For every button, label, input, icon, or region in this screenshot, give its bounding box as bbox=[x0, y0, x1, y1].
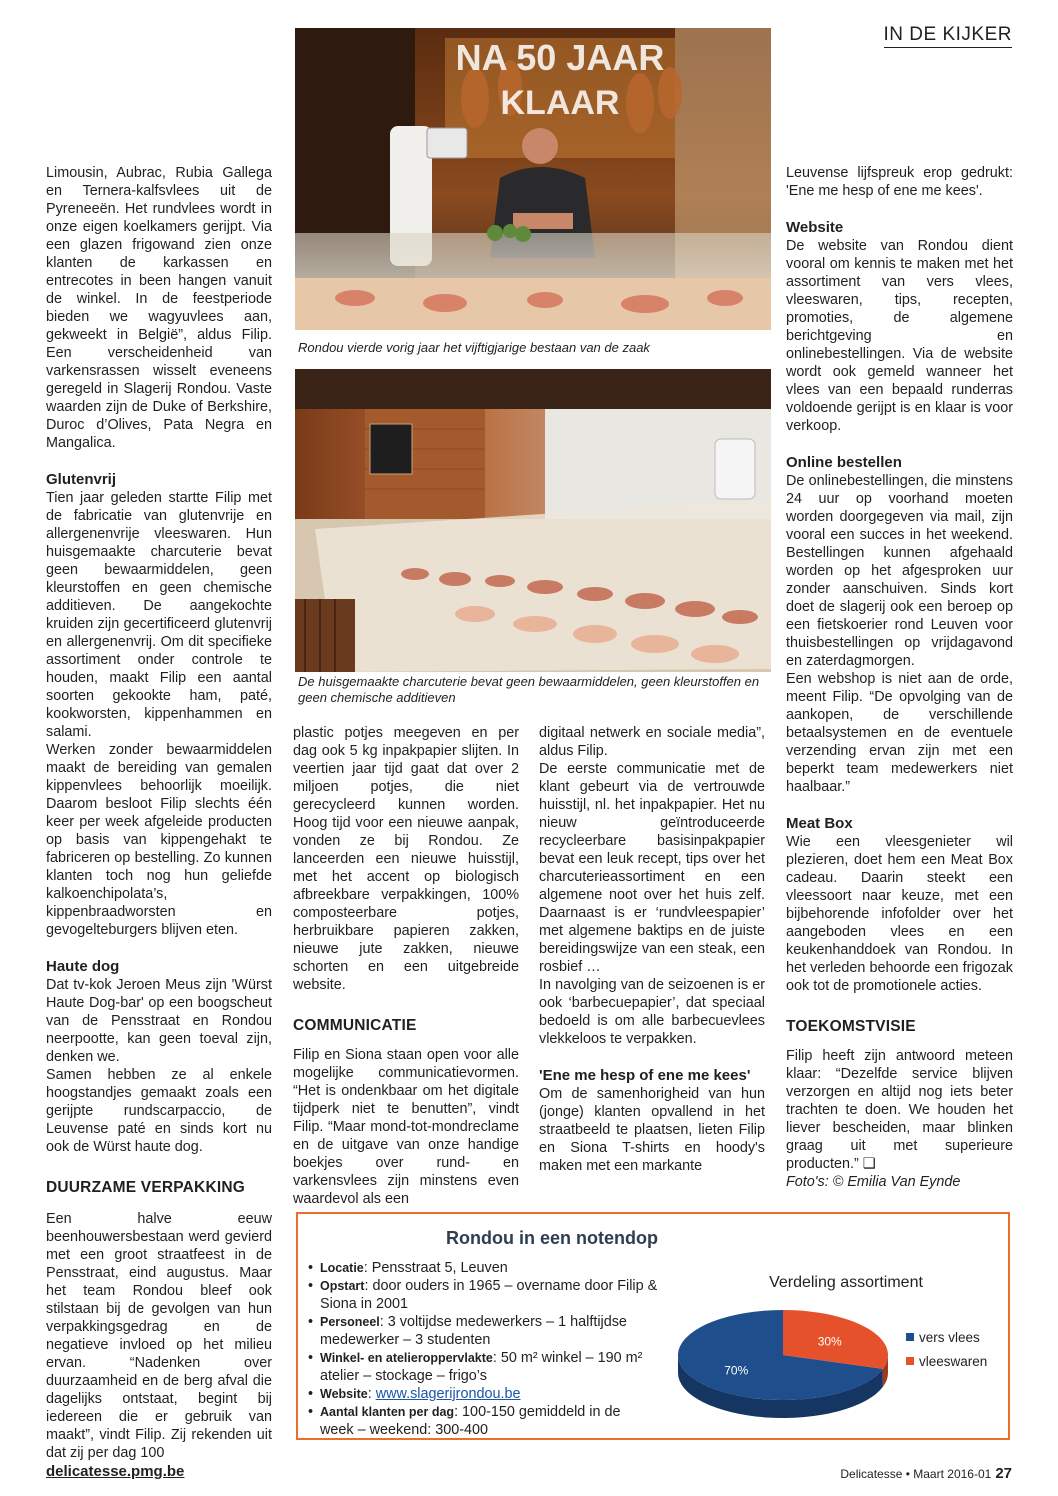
website-link[interactable]: www.slagerijrondou.be bbox=[375, 1386, 521, 1402]
info-box-title: Rondou in een notendop bbox=[446, 1228, 658, 1248]
website-paragraph: De website van Rondou dient vooral om kennis te maken met het assortiment van vers vlees, vleeswaren, tips, recepten, promoties, de algemene berichtgeving en onlinebestellingen. Via de website wordt ook gemeld wanneer het vlees van een bepaald runderras voldoende gerijpt is en klaar is voor verkoop. bbox=[786, 238, 1013, 434]
communicatie-paragraph-3: In navolging van de seizoenen is er ook ‘barbecuepapier’, dat speciaal bedoeld is om alle barbecuevlees vlekkeloos te verpakken. bbox=[539, 977, 765, 1047]
fact-value: : 50 m² winkel – 190 m² atelier – stockage – frigo’s bbox=[320, 1350, 643, 1384]
verpakking-paragraph: Een halve eeuw beenhouwersbestaan werd gevierd met een groot straatfeest in de Pensstraat, eind augustus. Maar het team Rondou bleef ook stilstaan bij de gevolgen van hun verpakkingsgedrag en de negatieve invloed op het milieu ervan. “Nadenken over duurzaamheid en de berg afval die dagelijks ontstaat, begint bij iedereen die er gebruik van maakt”, vindt Filip. Zij rekenden uit dat zij per dag 100 bbox=[46, 1211, 272, 1461]
intro-paragraph: Limousin, Aubrac, Rubia Gallega en Ternera-kalfsvlees uit de Pyreneeën. Het rundvlees wordt in onze eigen koelkamers gerijpt. Via een glazen frigowand zien onze klanten de karkassen en entrecotes in been hangen vanuit de winkel. In de feestperiode bieden we wagyuvlees aan, gekweekt in België”, aldus Filip. Een verscheidenheid van varkensrassen wisselt eveneens geregeld in Slagerij Rondou. Vaste waarden zijn de Duke of Berkshire, Duroc d’Olives, Pata Negra en Mangalica. bbox=[46, 165, 272, 451]
toekomst-text: Filip heeft zijn antwoord meteen klaar: “Dezelfde service blijven verzorgen en altijd nog iets beter trachten te doen. We houden het liever bescheiden, maar blinken graag uit met superieure producten.” bbox=[786, 1048, 1013, 1172]
online-paragraph-1: De onlinebestellingen, die minstens 24 uur op voorhand moeten worden doorgegeven via mail, zijn vooral een succes in het weekend. Bestellingen kunnen afgehaald worden op het afgesproken uur zonder aanschuiven. Sinds kort doet de slagerij ook een beroep op een fietskoerier rond Leuven voor thuisbestellingen op vrijdagavond en zaterdagmorgen. bbox=[786, 473, 1013, 669]
legend-item-vers-vlees bbox=[906, 1326, 987, 1350]
heading-duurzame-verpakking: DUURZAME VERPAKKING bbox=[46, 1179, 245, 1196]
pie-chart bbox=[673, 1300, 903, 1430]
legend-label: vers vlees bbox=[919, 1330, 980, 1345]
legend-swatch bbox=[906, 1357, 914, 1365]
heading-glutenvrij: Glutenvrij bbox=[46, 471, 117, 488]
chart-title: Verdeling assortiment bbox=[769, 1274, 923, 1291]
butcher-photo-graphic bbox=[295, 28, 771, 330]
heading-communicatie: COMMUNICATIE bbox=[293, 1017, 417, 1034]
end-mark-icon: ❑ bbox=[862, 1156, 876, 1172]
fact-value: : 100-150 gemiddeld in de week – weekend: 300-400 bbox=[320, 1404, 621, 1438]
legend-item-vleeswaren bbox=[906, 1350, 987, 1374]
facts-list bbox=[308, 1259, 658, 1439]
footer-issue bbox=[840, 1465, 1012, 1482]
section-label: IN DE KIJKER bbox=[884, 24, 1012, 48]
fact-value: : Pensstraat 5, Leuven bbox=[363, 1260, 508, 1276]
pie-data-label: 30% bbox=[817, 1334, 842, 1349]
footer-issue-text: Delicatesse • Maart 2016-01 bbox=[840, 1467, 992, 1481]
online-paragraph-2: Een webshop is niet aan de orde, meent Filip. “De opvolging van de aankopen, de verschillende betaalsystemen en de eventuele verzending ervan zijn met een beperkt team medewerkers niet haalbaar.” bbox=[786, 671, 1013, 795]
butcher-photo bbox=[295, 28, 771, 330]
column-4 bbox=[786, 164, 1013, 1191]
fact-label: Winkel- en atelieroppervlakte bbox=[320, 1351, 493, 1365]
info-box bbox=[296, 1212, 1010, 1440]
photo-caption-top: Rondou vierde vorig jaar het vijftigjarige bestaan van de zaak bbox=[298, 340, 650, 355]
gluten-paragraph-1: Tien jaar geleden startte Filip met de fabricatie van glutenvrije en allergenenvrije vleeswaren. Hun huisgemaakte charcuterie bevat geen bewaarmiddelen, geen kleurstoffen en geen chemische additieven. De aangekochte kruiden zijn gecertificeerd glutenvrij en allergenenvrij. Om dit specifieke assortiment onder controle te houden, maakt Filip een aantal soorten gekookte ham, paté, kookworsten, kippenhammen en salami. bbox=[46, 490, 272, 740]
heading-ene-me-hesp: 'Ene me hesp of ene me kees' bbox=[539, 1067, 751, 1084]
communicatie-paragraph: Filip en Siona staan open voor alle mogelijke communicatievormen. “Het is ondenkbaar om het digitale tijdperk niet te benutten”, vindt Filip. “Maar mond-tot-mondreclame en de uitgave van onze handige boekjes over rund- en varkensvlees zijn minstens even waardevol als een bbox=[293, 1047, 519, 1207]
gluten-paragraph-2: Werken zonder bewaarmiddelen maakt de bereiding van gemalen kippenvlees behoorlijk moeilijk. Daarom besloot Filip slechts één keer per week afgeleide producten op basis van kippengehakt te fabriceren op bestelling. Zo kunnen klanten toch nog hun geliefde kalkoenchipolata’s, kippenbraadworsten en gevogelteburgers blijven eten. bbox=[46, 742, 272, 938]
fact-value: : 3 voltijdse medewerkers – 1 halftijdse medewerker – 3 studenten bbox=[320, 1314, 627, 1348]
shop-sign-line1: NA 50 JAAR bbox=[455, 37, 665, 78]
fact-item bbox=[308, 1385, 658, 1403]
fact-label: Locatie bbox=[320, 1261, 364, 1275]
heading-meat-box: Meat Box bbox=[786, 815, 853, 832]
photo-caption-middle: De huisgemaakte charcuterie bevat geen bewaarmiddelen, geen kleurstoffen en geen chemische additieven bbox=[298, 674, 760, 705]
fact-label: Aantal klanten per dag bbox=[320, 1405, 455, 1419]
meat-box-paragraph: Wie een vleesgenieter wil plezieren, doet hem een Meat Box cadeau. Daarin steekt een vleessoort naar keuze, met een bijbehorende infofolder over het aangeboden vlees en een keukenhanddoek van Rondou. In het verleden behoorde een frigozak ook tot de promotionele acties. bbox=[786, 834, 1013, 994]
fact-item bbox=[308, 1277, 658, 1313]
fact-label: Opstart bbox=[320, 1279, 365, 1293]
heading-website: Website bbox=[786, 219, 844, 236]
shop-sign-line2: KLAAR bbox=[500, 84, 620, 122]
photo-credit: Foto's: © Emilia Van Eynde bbox=[786, 1174, 961, 1190]
fact-item bbox=[308, 1259, 658, 1277]
legend-label: vleeswaren bbox=[919, 1354, 988, 1369]
fact-item bbox=[308, 1313, 658, 1349]
heading-haute-dog: Haute dog bbox=[46, 958, 120, 975]
fact-label: Website bbox=[320, 1387, 368, 1401]
haute-dog-paragraph-1: Dat tv-kok Jeroen Meus zijn 'Würst Haute Dog-bar' op een boogscheut van de Pensstraat en Rondou neerpootte, kan geen toeval zijn, denken we. bbox=[46, 977, 272, 1065]
fact-value: : bbox=[367, 1386, 376, 1402]
col3-continued-paragraph: digitaal netwerk en sociale media”, aldus Filip. bbox=[539, 725, 765, 759]
heading-toekomstvisie: TOEKOMSTVISIE bbox=[786, 1018, 916, 1035]
chart-legend bbox=[906, 1326, 987, 1374]
col4-continued-paragraph: Leuvense lijfspreuk erop gedrukt: 'Ene me hesp of ene me kees'. bbox=[786, 165, 1013, 199]
fact-item bbox=[308, 1403, 658, 1439]
page-number: 27 bbox=[995, 1465, 1012, 1482]
pie-data-label: 70% bbox=[724, 1363, 749, 1378]
toekomst-paragraph bbox=[786, 1047, 1013, 1173]
col2-continued-paragraph: plastic potjes meegeven en per dag ook 5 kg inpakpapier slijten. In veertien jaar tijd gaat dat over 2 miljoen potjes, die niet gerecycleerd kunnen worden. Hoog tijd voor een nieuwe aanpak, vonden ze bij Rondou. Ze lanceerden een nieuwe huisstijl, met het accent op biologisch afbreekbare verpakkingen, 100% composteerbare potjes, herbruikbare papieren zakken, nieuwe jute zakken, nieuwe schorten en een uitgebreide website. bbox=[293, 725, 519, 993]
charcuterie-photo bbox=[295, 369, 771, 672]
column-2 bbox=[293, 724, 519, 1208]
haute-dog-paragraph-2: Samen hebben ze al enkele hoogstandjes gemaakt zoals een gerijpte rundscarpaccio, de Leuvense paté en sinds kort nu ook de Würst haute dog. bbox=[46, 1067, 272, 1155]
charcuterie-photo-graphic bbox=[295, 369, 771, 672]
fact-value: : door ouders in 1965 – overname door Filip & Siona in 2001 bbox=[320, 1278, 658, 1312]
heading-online-bestellen: Online bestellen bbox=[786, 454, 902, 471]
footer-website-link[interactable]: delicatesse.pmg.be bbox=[46, 1463, 185, 1480]
fact-label: Personeel bbox=[320, 1315, 380, 1329]
fact-item bbox=[308, 1349, 658, 1385]
communicatie-paragraph-2: De eerste communicatie met de klant gebeurt via de vertrouwde huisstijl, nl. het inpakpapier. Het nu nieuw geïntroduceerde recycleerbare basisinpakpapier bevat een leuk recept, tips over het charcuterieassortiment en een algemene noot over het huis zelf. Daarnaast is er ‘rundvleespapier’ met algemene baktips en de juiste bereidingswijze van een steak, een rosbief … bbox=[539, 761, 765, 975]
legend-swatch bbox=[906, 1333, 914, 1341]
hesp-paragraph: Om de samenhorigheid van hun (jonge) klanten opvallend in het straatbeeld te plaatsen, lieten Filip en Siona T-shirts en hoody's maken met een markante bbox=[539, 1086, 765, 1174]
column-1 bbox=[46, 164, 272, 1462]
column-3 bbox=[539, 724, 765, 1175]
